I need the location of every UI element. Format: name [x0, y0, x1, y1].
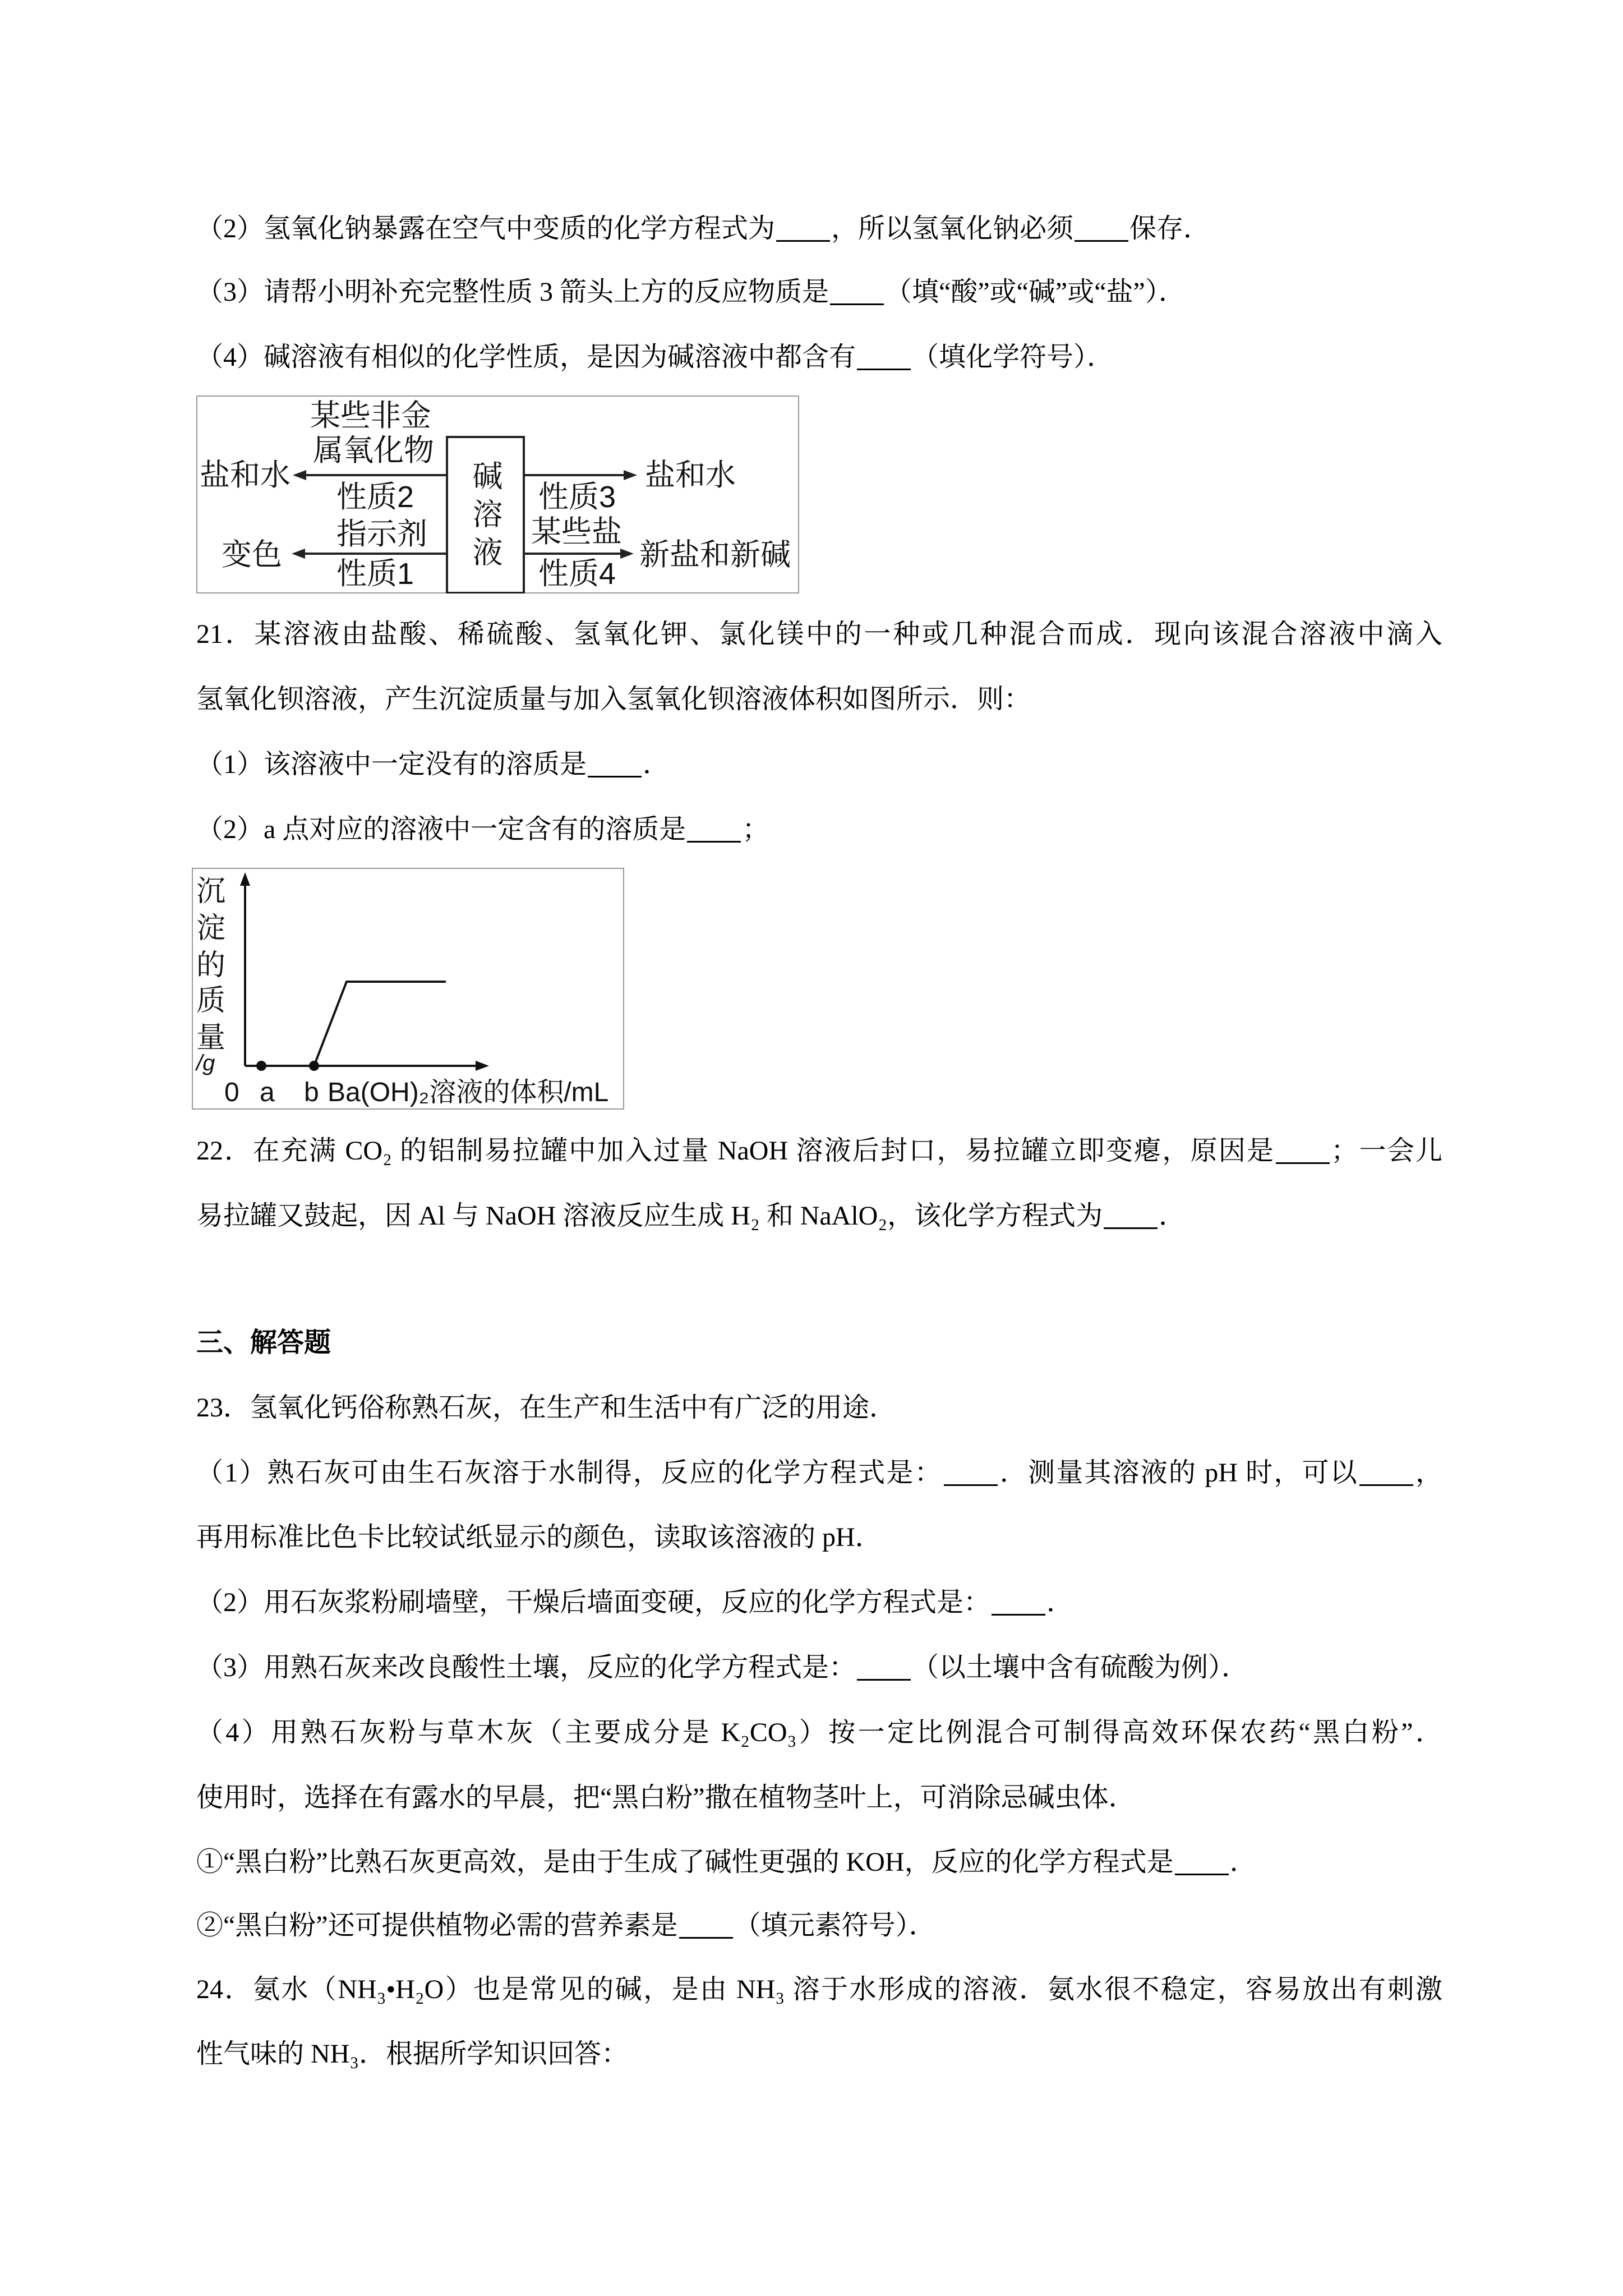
q21-part1 [196, 732, 670, 797]
question-text: （填化学符号）． [912, 342, 1114, 372]
question-text: 23．氢氧化钙俗称熟石灰，在生产和生活中有广泛的用途． [196, 1393, 897, 1423]
question-text: （1）熟石灰可由生石灰溶于水制得，反应的化学方程式是： [196, 1458, 943, 1488]
question-text: （填“酸”或“碱”或“盐”）． [885, 277, 1186, 307]
y-axis-arrow-head [240, 872, 250, 886]
nonmetal-oxide-label-line1: 某些非金 [310, 399, 431, 432]
q20-part2 [196, 196, 1210, 261]
product3-label: 盐和水 [645, 458, 736, 492]
question-text: 22．在充满 CO₂ 的铝制易拉罐中加入过量 NaOH 溶液后封口，易拉罐立即变瘪，原因是 [196, 1136, 1275, 1166]
graph-graphics [192, 868, 624, 1110]
q21-stem-line1 [196, 602, 1442, 667]
property3-label: 性质3 [538, 480, 616, 514]
question-text: 使用时，选择在有露水的早晨，把“黑白粉”撒在植物茎叶上，可消除忌碱虫体． [196, 1783, 1136, 1812]
indicator-label: 指示剂 [336, 517, 427, 551]
answer-blank [687, 818, 741, 843]
question-text: 再用标准比色卡比较试纸显示的颜色，读取该溶液的 pH． [196, 1522, 882, 1552]
arrow-property1-head [292, 549, 305, 559]
question-text: ， [1414, 1458, 1442, 1488]
question-text: 性气味的 NH₃．根据所学知识回答： [196, 2039, 629, 2069]
question-text: （1）该溶液中一定没有的溶质是 [196, 749, 587, 779]
answer-blank [1276, 1140, 1330, 1164]
q22-line1 [196, 1119, 1442, 1184]
y-axis-label-char: 质 [196, 984, 226, 1017]
question-text: （4）用熟石灰粉与草木灰（主要成分是 K₂CO₃）按一定比例混合可制得高效环保农药“黑白粉”． [196, 1718, 1442, 1747]
question-text: ①“黑白粉”比熟石灰更高效，是由于生成了碱性更强的 KOH，反应的化学方程式是 [196, 1847, 1174, 1877]
q23-part1-continued [196, 1505, 882, 1570]
question-text: （3）请帮小明补充完整性质 3 箭头上方的反应物质是 [196, 277, 829, 307]
answer-blank [1175, 1851, 1229, 1875]
section-heading: 三、解答题 [196, 1328, 331, 1358]
question-text: ．测量其溶液的 pH 时，可以 [998, 1458, 1358, 1488]
question-text: ；一会儿 [1331, 1136, 1442, 1166]
question-text: （2）氢氧化钠暴露在空气中变质的化学方程式为 [196, 214, 776, 243]
property1-label: 性质1 [336, 557, 414, 591]
base-solution-label: 碱溶液 [468, 460, 502, 574]
arrow-property4-head [620, 549, 634, 559]
y-axis-label-char: 沉 [196, 875, 226, 908]
y-axis-label-char: 的 [196, 949, 226, 982]
answer-blank [857, 1657, 911, 1681]
question-text: ． [1159, 1201, 1186, 1231]
question-text: （2）用石灰浆粉刷墙壁，干燥后墙面变硬，反应的化学方程式是： [196, 1588, 991, 1617]
graph-frame [192, 868, 624, 1109]
q23-part3 [196, 1635, 1248, 1700]
question-text: ，所以氢氧化钠必须 [831, 214, 1074, 243]
point-a-marker [256, 1061, 266, 1071]
y-axis-label-char: 淀 [196, 912, 226, 945]
q24-line2 [196, 2022, 628, 2087]
question-text: （4）碱溶液有相似的化学性质，是因为碱溶液中都含有 [196, 342, 856, 372]
q22-line2 [196, 1184, 1186, 1249]
answer-blank [1104, 1205, 1158, 1229]
question-text: 24．氨水（NH₃•H₂O）也是常见的碱，是由 NH₃ 溶于水形成的溶液．氨水很不稳定，容易放出有刺激 [196, 1975, 1442, 2004]
question-text: （2）a 点对应的溶液中一定含有的溶质是 [196, 815, 686, 844]
q24-line1 [196, 1957, 1442, 2022]
y-axis-label-char: 量 [196, 1022, 226, 1054]
question-text: ． [643, 749, 670, 779]
question-text: （填元素符号）． [734, 1911, 936, 1940]
property4-label: 性质4 [538, 557, 616, 591]
q23-part4-line1 [196, 1700, 1442, 1765]
question-text: 氢氧化钡溶液，产生沉淀质量与加入氢氧化钡溶液体积如图所示．则： [196, 684, 1031, 714]
question-text: 保存． [1129, 214, 1211, 243]
q20-part3 [196, 260, 1186, 325]
x-axis-label: Ba(OH)₂溶液的体积/mL [328, 1078, 609, 1107]
x-axis-arrow-head [476, 1061, 489, 1071]
arrow-property2-head [293, 470, 306, 480]
question-text: ． [1046, 1588, 1074, 1617]
y-axis-unit: /g [196, 1051, 215, 1075]
product1-label: 变色 [222, 538, 282, 572]
answer-blank [944, 1462, 998, 1486]
answer-blank [1075, 218, 1128, 242]
origin-label: 0 [224, 1078, 239, 1107]
answer-blank [992, 1591, 1045, 1616]
question-text: （3）用熟石灰来改良酸性土壤，反应的化学方程式是： [196, 1653, 856, 1682]
q21-part2 [196, 797, 769, 862]
answer-blank [857, 346, 911, 370]
q23-part1 [196, 1441, 1442, 1506]
product4-label: 新盐和新碱 [639, 538, 791, 572]
question-text: 易拉罐又鼓起，因 Al 与 NaOH 溶液反应生成 H₂ 和 NaAlO₂，该化学方程式为 [196, 1201, 1103, 1231]
q23-part2 [196, 1570, 1073, 1635]
answer-blank [588, 753, 642, 777]
tick-label-b: b [304, 1078, 319, 1107]
product2-label: 盐和水 [200, 458, 291, 492]
answer-blank [679, 1915, 733, 1939]
precipitate-graph [192, 868, 624, 1110]
question-text: （以土壤中含有硫酸为例）． [912, 1653, 1249, 1682]
question-text: 21．某溶液由盐酸、稀硫酸、氢氧化钾、氯化镁中的一种或几种混合而成．现向该混合溶液中滴入 [196, 619, 1442, 649]
question-text: ； [742, 815, 769, 844]
q23-part4-line2 [196, 1765, 1136, 1830]
precipitate-curve [314, 982, 446, 1066]
answer-blank [776, 218, 830, 242]
q20-part4 [196, 325, 1114, 390]
question-text: ． [1229, 1847, 1257, 1877]
base-properties-diagram [196, 395, 799, 593]
q23-part4-sub2 [196, 1893, 936, 1958]
some-salts-label: 某些盐 [531, 515, 622, 549]
q23-stem [196, 1375, 896, 1441]
arrow-property3-head [624, 470, 637, 480]
question-text: ②“黑白粉”还可提供植物必需的营养素是 [196, 1911, 678, 1940]
q21-stem-line2 [196, 667, 1031, 732]
answer-blank [1359, 1462, 1413, 1486]
tick-label-a: a [260, 1078, 275, 1107]
answer-blank [830, 281, 884, 305]
property2-label: 性质2 [336, 480, 414, 514]
nonmetal-oxide-label-line2: 属氧化物 [313, 434, 434, 467]
q23-part4-sub1 [196, 1830, 1257, 1895]
